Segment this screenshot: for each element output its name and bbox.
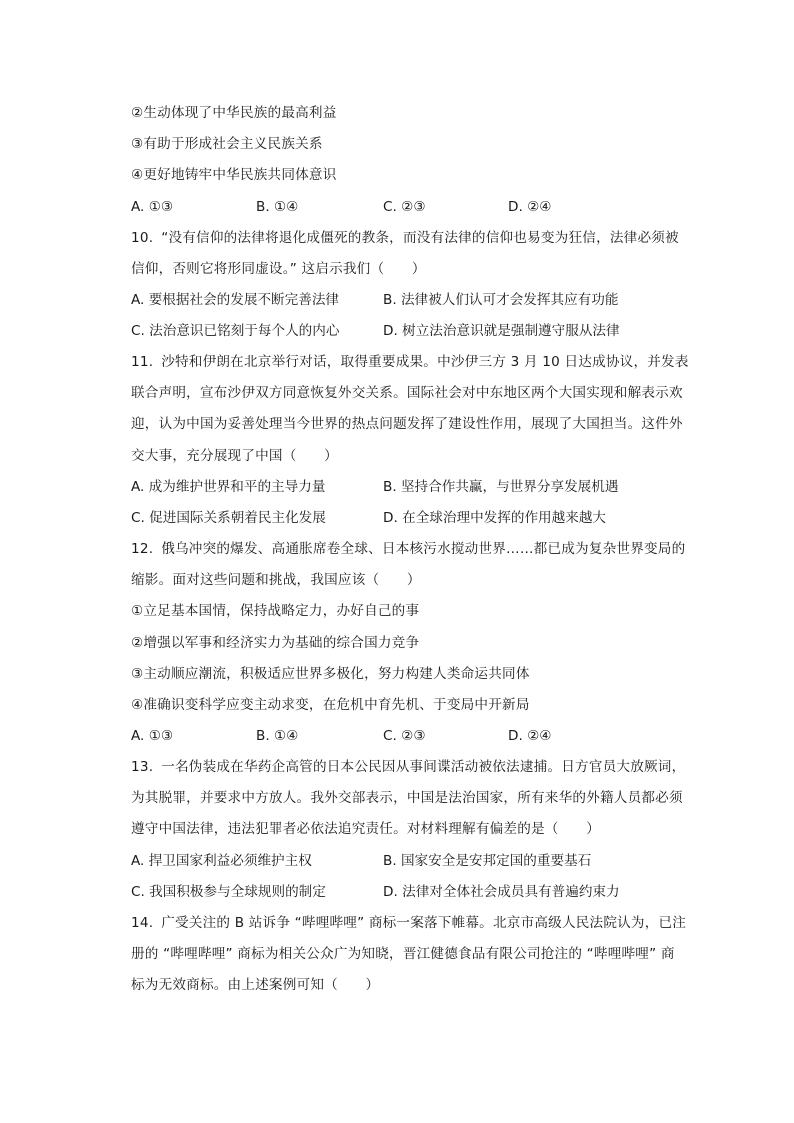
q10-option-c: C. 法治意识已铭刻于每个人的内心 xyxy=(131,323,340,339)
q12-statement-3: ③主动顺应潮流，积极适应世界多极化，努力构建人类命运共同体 xyxy=(131,666,530,682)
q12-statement-4: ④准确识变科学应变主动求变，在危机中育先机、于变局中开新局 xyxy=(131,697,530,713)
q13-option-c: C. 我国积极参与全球规则的制定 xyxy=(131,884,326,900)
q14-line-1 xyxy=(131,913,691,933)
q10-text-1: “没有信仰的法律将退化成僵死的教条，而没有法律的信仰也易变为狂信，法律必须被 xyxy=(161,230,679,246)
q14-line-2: 册的 “哔哩哔哩” 商标为相关公众广为知晓，晋江健德食品有限公司抢注的 “哔哩哔哩” 商 xyxy=(131,946,675,962)
q13-option-a: A. 捍卫国家利益必须维护主权 xyxy=(131,853,312,869)
q10-line-1 xyxy=(131,228,691,248)
q14-text-1: 广受关注的 B 站诉争 “哔哩哔哩” 商标一案落下帷幕。北京市高级人民法院认为，已注 xyxy=(161,915,687,931)
q9-statement-4: ④更好地铸牢中华民族共同体意识 xyxy=(131,167,337,183)
q10-option-d: D. 树立法治意识就是强制遵守服从法律 xyxy=(383,323,620,339)
q14-number: 14. xyxy=(131,915,154,931)
q11-line-2: 联合声明，宣布沙伊双方同意恢复外交关系。国际社会对中东地区两个大国实现和解表示欢 xyxy=(131,385,683,401)
q12-line-1 xyxy=(131,539,691,559)
q12-statement-1: ①立足基本国情，保持战略定力，办好自己的事 xyxy=(131,603,420,619)
q9-statement-2: ②生动体现了中华民族的最高利益 xyxy=(131,105,337,121)
q13-option-b: B. 国家安全是安邦定国的重要基石 xyxy=(383,853,592,869)
q12-statement-2: ②增强以军事和经济实力为基础的综合国力竞争 xyxy=(131,635,420,651)
q12-line-2: 缩影。面对这些问题和挑战，我国应该（ ） xyxy=(131,572,421,588)
q12-option-c: C. ②③ xyxy=(383,728,426,744)
q10-line-2: 信仰，否则它将形同虚设。” 这启示我们（ ） xyxy=(131,261,426,277)
q10-option-a: A. 要根据社会的发展不断完善法律 xyxy=(131,292,340,308)
q12-option-b: B. ①④ xyxy=(256,728,299,744)
q10-option-b: B. 法律被人们认可才会发挥其应有功能 xyxy=(383,292,619,308)
q13-line-3: 遵守中国法律，违法犯罪者必依法追究责任。对材料理解有偏差的是（ ） xyxy=(131,821,600,837)
q10-number: 10. xyxy=(131,230,154,246)
q11-line-3: 迎，认为中国为妥善处理当今世界的热点问题发挥了建设性作用，展现了大国担当。这件外 xyxy=(131,416,683,432)
q11-option-c: C. 促进国际关系朝着民主化发展 xyxy=(131,510,326,526)
q13-line-2: 为其脱罪，并要求中方放人。我外交部表示，中国是法治国家，所有来华的外籍人员都必须 xyxy=(131,790,683,806)
q11-text-1: 沙特和伊朗在北京举行对话，取得重要成果。中沙伊三方 3 月 10 日达成协议，并发表 xyxy=(161,354,689,370)
q9-option-a: A. ①③ xyxy=(131,199,174,215)
q11-option-b: B. 坚持合作共赢，与世界分享发展机遇 xyxy=(383,479,619,495)
q12-option-d: D. ②④ xyxy=(508,728,552,744)
q11-line-4: 交大事，充分展现了中国（ ） xyxy=(131,448,338,464)
q13-line-1 xyxy=(131,757,691,777)
q11-line-1 xyxy=(131,352,691,372)
q11-option-d: D. 在全球治理中发挥的作用越来越大 xyxy=(383,510,607,526)
q14-line-3: 标为无效商标。由上述案例可知（ ） xyxy=(131,977,380,993)
q12-text-1: 俄乌冲突的爆发、高通胀席卷全球、日本核污水搅动世界……都已成为复杂世界变局的 xyxy=(161,541,686,557)
q12-option-a: A. ①③ xyxy=(131,728,174,744)
q9-statement-3: ③有助于形成社会主义民族关系 xyxy=(131,136,323,152)
q12-number: 12. xyxy=(131,541,154,557)
q13-text-1: 一名伪装成在华药企高管的日本公民因从事间谍活动被依法逮捕。日方官员大放厥词， xyxy=(161,759,686,775)
q13-number: 13. xyxy=(131,759,154,775)
q11-number: 11. xyxy=(131,354,154,370)
q9-option-b: B. ①④ xyxy=(256,199,299,215)
q9-option-c: C. ②③ xyxy=(383,199,426,215)
q11-option-a: A. 成为维护世界和平的主导力量 xyxy=(131,479,326,495)
q13-option-d: D. 法律对全体社会成员具有普遍约束力 xyxy=(383,884,620,900)
q9-option-d: D. ②④ xyxy=(508,199,552,215)
